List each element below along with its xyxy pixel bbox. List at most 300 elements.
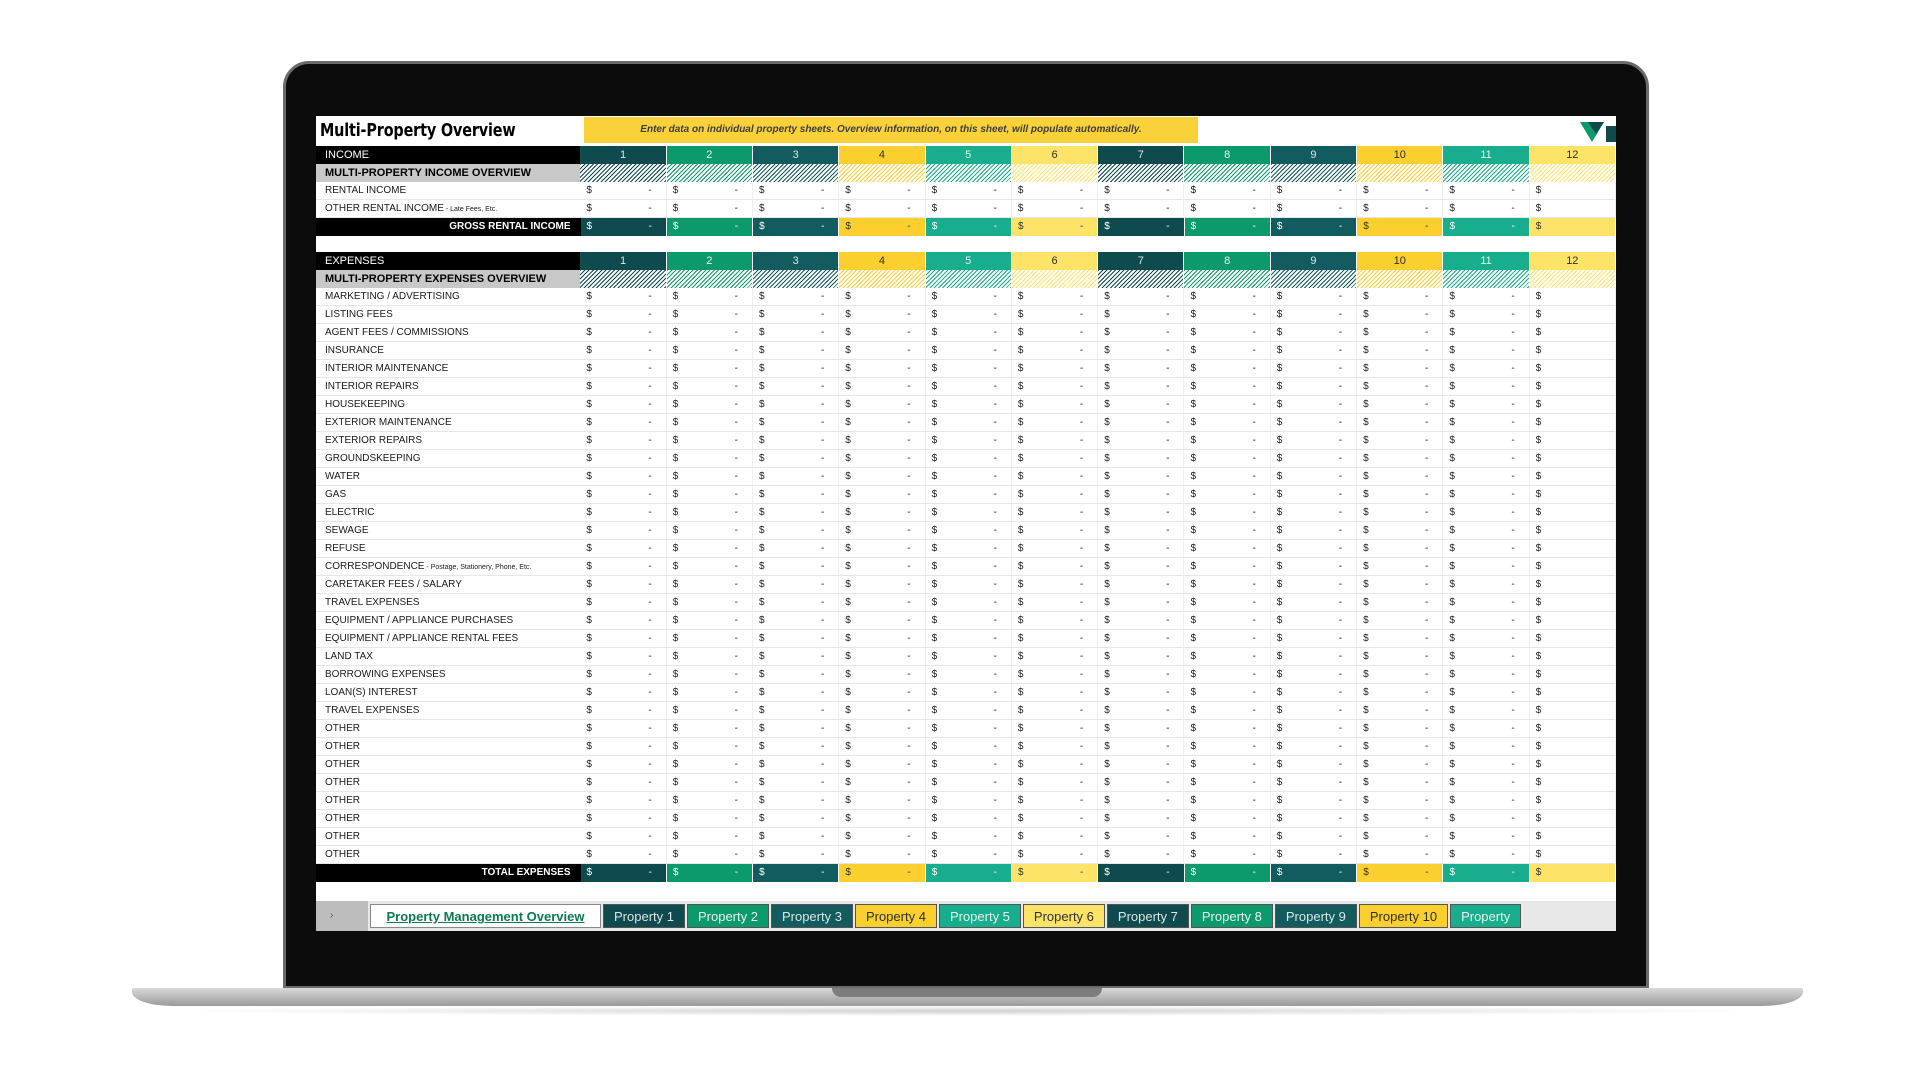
property-column-header[interactable]: 7 (1098, 252, 1184, 270)
value-cell[interactable] (1443, 684, 1529, 702)
value-cell[interactable] (926, 648, 1012, 666)
row-label[interactable] (316, 756, 580, 774)
property-column-header[interactable]: 5 (926, 146, 1012, 164)
value-cell[interactable] (753, 468, 839, 486)
value-cell[interactable] (753, 576, 839, 594)
value-cell[interactable] (1184, 666, 1270, 684)
value-cell[interactable] (1271, 486, 1357, 504)
total-cell[interactable] (1530, 218, 1616, 236)
value-cell[interactable] (1098, 774, 1184, 792)
value-cell[interactable] (1530, 792, 1616, 810)
value-cell[interactable] (1443, 342, 1529, 360)
value-cell[interactable] (753, 738, 839, 756)
value-cell[interactable] (1271, 666, 1357, 684)
value-cell[interactable] (926, 288, 1012, 306)
value-cell[interactable] (839, 594, 925, 612)
value-cell[interactable] (1012, 342, 1098, 360)
value-cell[interactable] (667, 360, 753, 378)
row-label[interactable] (316, 378, 580, 396)
value-cell[interactable] (1184, 558, 1270, 576)
value-cell[interactable] (839, 792, 925, 810)
tab-property-4[interactable]: Property 4 (855, 904, 937, 928)
value-cell[interactable] (926, 468, 1012, 486)
value-cell[interactable] (1098, 396, 1184, 414)
value-cell[interactable] (667, 200, 753, 218)
value-cell[interactable] (580, 756, 666, 774)
value-cell[interactable] (753, 306, 839, 324)
row-label[interactable] (316, 810, 580, 828)
value-cell[interactable] (580, 810, 666, 828)
value-cell[interactable] (1012, 200, 1098, 218)
value-cell[interactable] (1012, 468, 1098, 486)
value-cell[interactable] (753, 558, 839, 576)
value-cell[interactable] (1271, 432, 1357, 450)
total-cell[interactable] (1271, 218, 1357, 236)
value-cell[interactable] (1184, 756, 1270, 774)
value-cell[interactable] (1184, 504, 1270, 522)
value-cell[interactable] (580, 522, 666, 540)
property-column-header[interactable]: 10 (1357, 146, 1443, 164)
property-column-header[interactable]: 8 (1184, 146, 1270, 164)
value-cell[interactable] (1443, 468, 1529, 486)
value-cell[interactable] (839, 810, 925, 828)
value-cell[interactable] (1530, 576, 1616, 594)
value-cell[interactable] (1443, 396, 1529, 414)
tab-property-1[interactable]: Property 1 (603, 904, 685, 928)
value-cell[interactable] (667, 612, 753, 630)
value-cell[interactable] (1530, 846, 1616, 864)
value-cell[interactable] (1271, 324, 1357, 342)
value-cell[interactable] (667, 504, 753, 522)
value-cell[interactable] (1184, 200, 1270, 218)
value-cell[interactable] (926, 720, 1012, 738)
value-cell[interactable] (1098, 182, 1184, 200)
value-cell[interactable] (1098, 540, 1184, 558)
value-cell[interactable] (1357, 702, 1443, 720)
value-cell[interactable] (753, 594, 839, 612)
value-cell[interactable] (1443, 324, 1529, 342)
total-cell[interactable] (1530, 864, 1616, 882)
value-cell[interactable] (839, 558, 925, 576)
value-cell[interactable] (1271, 756, 1357, 774)
value-cell[interactable] (1443, 558, 1529, 576)
value-cell[interactable] (839, 576, 925, 594)
value-cell[interactable] (580, 486, 666, 504)
value-cell[interactable] (580, 594, 666, 612)
value-cell[interactable] (926, 200, 1012, 218)
value-cell[interactable] (926, 486, 1012, 504)
value-cell[interactable] (580, 738, 666, 756)
tab-property-7[interactable]: Property 7 (1107, 904, 1189, 928)
row-label[interactable] (316, 324, 580, 342)
value-cell[interactable] (1184, 630, 1270, 648)
value-cell[interactable] (1184, 576, 1270, 594)
value-cell[interactable] (667, 342, 753, 360)
value-cell[interactable] (753, 360, 839, 378)
value-cell[interactable] (1357, 666, 1443, 684)
row-label[interactable] (316, 200, 580, 218)
value-cell[interactable] (1012, 684, 1098, 702)
row-label[interactable] (316, 702, 580, 720)
value-cell[interactable] (1184, 288, 1270, 306)
value-cell[interactable] (1530, 666, 1616, 684)
value-cell[interactable] (1271, 468, 1357, 486)
value-cell[interactable] (1357, 738, 1443, 756)
value-cell[interactable] (1184, 360, 1270, 378)
value-cell[interactable] (1271, 774, 1357, 792)
value-cell[interactable] (1184, 468, 1270, 486)
value-cell[interactable] (926, 342, 1012, 360)
value-cell[interactable] (667, 594, 753, 612)
value-cell[interactable] (1357, 792, 1443, 810)
value-cell[interactable] (1098, 720, 1184, 738)
value-cell[interactable] (1530, 558, 1616, 576)
value-cell[interactable] (839, 324, 925, 342)
property-column-header[interactable]: 9 (1271, 146, 1357, 164)
value-cell[interactable] (1184, 738, 1270, 756)
value-cell[interactable] (839, 342, 925, 360)
value-cell[interactable] (1098, 594, 1184, 612)
value-cell[interactable] (1357, 288, 1443, 306)
row-label[interactable] (316, 774, 580, 792)
value-cell[interactable] (1012, 648, 1098, 666)
value-cell[interactable] (1530, 306, 1616, 324)
value-cell[interactable] (1184, 792, 1270, 810)
value-cell[interactable] (1184, 684, 1270, 702)
value-cell[interactable] (1357, 612, 1443, 630)
value-cell[interactable] (1530, 450, 1616, 468)
row-label[interactable] (316, 450, 580, 468)
value-cell[interactable] (926, 378, 1012, 396)
value-cell[interactable] (1271, 414, 1357, 432)
value-cell[interactable] (580, 846, 666, 864)
value-cell[interactable] (1271, 828, 1357, 846)
value-cell[interactable] (580, 468, 666, 486)
value-cell[interactable] (1184, 828, 1270, 846)
total-cell[interactable] (1012, 864, 1098, 882)
value-cell[interactable] (1443, 810, 1529, 828)
value-cell[interactable] (580, 774, 666, 792)
value-cell[interactable] (580, 648, 666, 666)
value-cell[interactable] (1530, 774, 1616, 792)
value-cell[interactable] (839, 774, 925, 792)
value-cell[interactable] (1184, 648, 1270, 666)
value-cell[interactable] (1012, 504, 1098, 522)
property-column-header[interactable]: 5 (926, 252, 1012, 270)
value-cell[interactable] (1530, 288, 1616, 306)
value-cell[interactable] (1443, 504, 1529, 522)
value-cell[interactable] (580, 684, 666, 702)
value-cell[interactable] (753, 504, 839, 522)
value-cell[interactable] (1098, 450, 1184, 468)
property-column-header[interactable]: 10 (1357, 252, 1443, 270)
value-cell[interactable] (1530, 828, 1616, 846)
value-cell[interactable] (753, 630, 839, 648)
property-column-header[interactable]: 6 (1012, 252, 1098, 270)
total-cell[interactable] (1443, 218, 1529, 236)
value-cell[interactable] (1012, 630, 1098, 648)
value-cell[interactable] (580, 378, 666, 396)
value-cell[interactable] (1184, 540, 1270, 558)
value-cell[interactable] (1012, 846, 1098, 864)
row-label[interactable] (316, 594, 580, 612)
value-cell[interactable] (1184, 342, 1270, 360)
value-cell[interactable] (1012, 756, 1098, 774)
value-cell[interactable] (1271, 182, 1357, 200)
value-cell[interactable] (1357, 648, 1443, 666)
total-cell[interactable] (839, 218, 925, 236)
value-cell[interactable] (839, 756, 925, 774)
tab-property-11[interactable]: Property (1450, 904, 1521, 928)
value-cell[interactable] (1098, 792, 1184, 810)
value-cell[interactable] (1012, 540, 1098, 558)
total-cell[interactable] (1098, 864, 1184, 882)
value-cell[interactable] (926, 810, 1012, 828)
value-cell[interactable] (580, 720, 666, 738)
value-cell[interactable] (1271, 576, 1357, 594)
value-cell[interactable] (926, 414, 1012, 432)
value-cell[interactable] (1098, 576, 1184, 594)
value-cell[interactable] (1530, 396, 1616, 414)
row-label[interactable] (316, 522, 580, 540)
value-cell[interactable] (580, 540, 666, 558)
value-cell[interactable] (1357, 576, 1443, 594)
value-cell[interactable] (1443, 182, 1529, 200)
value-cell[interactable] (926, 612, 1012, 630)
value-cell[interactable] (1443, 666, 1529, 684)
value-cell[interactable] (1012, 666, 1098, 684)
value-cell[interactable] (667, 468, 753, 486)
income-header-label[interactable] (316, 146, 580, 164)
value-cell[interactable] (1530, 414, 1616, 432)
property-column-header[interactable]: 12 (1530, 252, 1616, 270)
row-label[interactable] (316, 828, 580, 846)
value-cell[interactable] (1098, 558, 1184, 576)
value-cell[interactable] (839, 540, 925, 558)
value-cell[interactable] (1012, 792, 1098, 810)
value-cell[interactable] (580, 342, 666, 360)
value-cell[interactable] (839, 378, 925, 396)
property-column-header[interactable]: 8 (1184, 252, 1270, 270)
value-cell[interactable] (1530, 468, 1616, 486)
value-cell[interactable] (1098, 738, 1184, 756)
value-cell[interactable] (580, 200, 666, 218)
total-cell[interactable] (753, 218, 839, 236)
value-cell[interactable] (1357, 324, 1443, 342)
value-cell[interactable] (580, 612, 666, 630)
value-cell[interactable] (753, 486, 839, 504)
value-cell[interactable] (1530, 738, 1616, 756)
value-cell[interactable] (1184, 306, 1270, 324)
property-column-header[interactable]: 11 (1443, 252, 1529, 270)
value-cell[interactable] (1357, 630, 1443, 648)
value-cell[interactable] (580, 666, 666, 684)
value-cell[interactable] (1098, 612, 1184, 630)
tab-property-2[interactable]: Property 2 (687, 904, 769, 928)
value-cell[interactable] (1098, 828, 1184, 846)
value-cell[interactable] (1443, 756, 1529, 774)
value-cell[interactable] (839, 200, 925, 218)
row-label[interactable] (316, 306, 580, 324)
value-cell[interactable] (1098, 684, 1184, 702)
value-cell[interactable] (1012, 288, 1098, 306)
value-cell[interactable] (839, 666, 925, 684)
value-cell[interactable] (1098, 702, 1184, 720)
total-cell[interactable] (1443, 864, 1529, 882)
value-cell[interactable] (1271, 612, 1357, 630)
value-cell[interactable] (1530, 504, 1616, 522)
value-cell[interactable] (753, 324, 839, 342)
row-label[interactable] (316, 288, 580, 306)
value-cell[interactable] (839, 486, 925, 504)
total-cell[interactable] (1185, 864, 1271, 882)
value-cell[interactable] (1443, 648, 1529, 666)
income-section-title[interactable] (316, 164, 580, 182)
row-label[interactable] (316, 540, 580, 558)
value-cell[interactable] (1443, 450, 1529, 468)
value-cell[interactable] (839, 648, 925, 666)
value-cell[interactable] (753, 396, 839, 414)
value-cell[interactable] (580, 360, 666, 378)
tab-property-9[interactable]: Property 9 (1275, 904, 1357, 928)
value-cell[interactable] (1357, 414, 1443, 432)
value-cell[interactable] (1184, 846, 1270, 864)
value-cell[interactable] (839, 684, 925, 702)
value-cell[interactable] (1012, 810, 1098, 828)
value-cell[interactable] (1271, 648, 1357, 666)
value-cell[interactable] (580, 558, 666, 576)
value-cell[interactable] (580, 288, 666, 306)
value-cell[interactable] (1357, 378, 1443, 396)
value-cell[interactable] (667, 288, 753, 306)
value-cell[interactable] (667, 846, 753, 864)
value-cell[interactable] (839, 612, 925, 630)
value-cell[interactable] (1098, 666, 1184, 684)
value-cell[interactable] (839, 738, 925, 756)
total-cell[interactable] (753, 864, 839, 882)
value-cell[interactable] (839, 360, 925, 378)
value-cell[interactable] (667, 810, 753, 828)
value-cell[interactable] (1184, 182, 1270, 200)
total-cell[interactable] (1185, 218, 1271, 236)
value-cell[interactable] (1357, 182, 1443, 200)
value-cell[interactable] (1098, 756, 1184, 774)
value-cell[interactable] (1012, 396, 1098, 414)
value-cell[interactable] (753, 702, 839, 720)
property-column-header[interactable]: 9 (1271, 252, 1357, 270)
expenses-section-title[interactable] (316, 270, 580, 288)
value-cell[interactable] (753, 182, 839, 200)
value-cell[interactable] (667, 576, 753, 594)
value-cell[interactable] (1443, 594, 1529, 612)
value-cell[interactable] (839, 504, 925, 522)
value-cell[interactable] (1530, 612, 1616, 630)
value-cell[interactable] (839, 702, 925, 720)
value-cell[interactable] (753, 342, 839, 360)
value-cell[interactable] (753, 414, 839, 432)
value-cell[interactable] (580, 450, 666, 468)
value-cell[interactable] (753, 288, 839, 306)
value-cell[interactable] (667, 450, 753, 468)
value-cell[interactable] (1098, 846, 1184, 864)
value-cell[interactable] (667, 702, 753, 720)
value-cell[interactable] (1357, 558, 1443, 576)
value-cell[interactable] (926, 738, 1012, 756)
value-cell[interactable] (1357, 360, 1443, 378)
row-label[interactable] (316, 684, 580, 702)
value-cell[interactable] (1012, 576, 1098, 594)
value-cell[interactable] (753, 792, 839, 810)
value-cell[interactable] (1530, 630, 1616, 648)
value-cell[interactable] (753, 774, 839, 792)
value-cell[interactable] (926, 540, 1012, 558)
value-cell[interactable] (1443, 630, 1529, 648)
value-cell[interactable] (1271, 450, 1357, 468)
income-total-label[interactable] (316, 218, 581, 236)
value-cell[interactable] (667, 396, 753, 414)
value-cell[interactable] (1271, 306, 1357, 324)
value-cell[interactable] (839, 522, 925, 540)
value-cell[interactable] (753, 450, 839, 468)
value-cell[interactable] (926, 594, 1012, 612)
value-cell[interactable] (1357, 684, 1443, 702)
value-cell[interactable] (1098, 306, 1184, 324)
value-cell[interactable] (667, 828, 753, 846)
value-cell[interactable] (1357, 810, 1443, 828)
value-cell[interactable] (580, 792, 666, 810)
value-cell[interactable] (1443, 612, 1529, 630)
value-cell[interactable] (1012, 450, 1098, 468)
value-cell[interactable] (1357, 396, 1443, 414)
value-cell[interactable] (753, 378, 839, 396)
row-label[interactable] (316, 486, 580, 504)
value-cell[interactable] (1357, 504, 1443, 522)
total-cell[interactable] (1012, 218, 1098, 236)
value-cell[interactable] (1184, 378, 1270, 396)
value-cell[interactable] (1098, 288, 1184, 306)
value-cell[interactable] (580, 828, 666, 846)
value-cell[interactable] (1443, 846, 1529, 864)
value-cell[interactable] (1443, 432, 1529, 450)
value-cell[interactable] (926, 182, 1012, 200)
value-cell[interactable] (1271, 360, 1357, 378)
value-cell[interactable] (1184, 414, 1270, 432)
value-cell[interactable] (1012, 720, 1098, 738)
property-column-header[interactable]: 1 (580, 252, 666, 270)
value-cell[interactable] (926, 702, 1012, 720)
row-label[interactable] (316, 504, 580, 522)
value-cell[interactable] (839, 450, 925, 468)
property-column-header[interactable]: 11 (1443, 146, 1529, 164)
row-label[interactable] (316, 666, 580, 684)
value-cell[interactable] (1012, 378, 1098, 396)
value-cell[interactable] (926, 324, 1012, 342)
value-cell[interactable] (1012, 324, 1098, 342)
row-label[interactable] (316, 558, 580, 576)
value-cell[interactable] (753, 648, 839, 666)
value-cell[interactable] (926, 774, 1012, 792)
row-label[interactable] (316, 342, 580, 360)
row-label[interactable] (316, 468, 580, 486)
row-label[interactable] (316, 648, 580, 666)
value-cell[interactable] (1530, 720, 1616, 738)
value-cell[interactable] (1098, 414, 1184, 432)
value-cell[interactable] (753, 540, 839, 558)
value-cell[interactable] (839, 414, 925, 432)
total-cell[interactable] (581, 218, 667, 236)
value-cell[interactable] (580, 504, 666, 522)
value-cell[interactable] (1443, 720, 1529, 738)
